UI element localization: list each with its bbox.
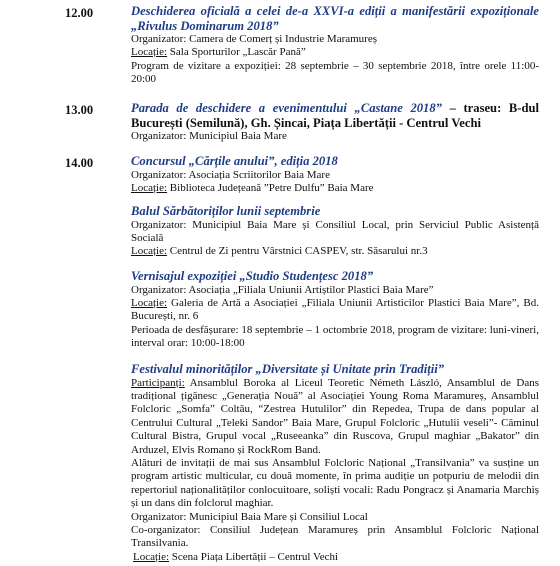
event-participants: Participanți: Ansamblul Boroka al Liceul Teoretic Németh László, Ansamblul de Dans tradițional țigănesc „Generația Nouă” al Asociației Young Roma Maramureș, Ansamblul Folcloric „Somfa” Coltău, “Zestrea Hutulilor” din Repedea, Trupa de dans popular al Centrului Cultural „Teleki Sandor” Baia Mare, Grupul Folcloric „Hutulii veseli”- Căminul Cultural Bistra, Grupul vocal „Ruseeanka” din Ruscova, Grupul maghiar „Bakator” din Arduzel, Elvis Romano și RockRom Band. — [131, 376, 539, 456]
event-organizer: Organizator: Municipiul Baia Mare și Consiliul Local, prin Serviciul Public Asistență Socială — [131, 218, 539, 244]
event-title: Concursul „Cărțile anului”, ediția 2018 — [131, 154, 338, 168]
event-title: Balul Sărbătoriților lunii septembrie — [131, 204, 321, 218]
event-content — [131, 204, 539, 259]
event-location: Locație: Scena Piața Libertății – Centrul Vechi — [133, 550, 339, 563]
event-time: 13.00 — [65, 103, 94, 117]
event-location: Locație: Sala Sporturilor „Lascăr Pană” — [131, 46, 306, 59]
event-title: Festivalul minorităților „Diversitate și Unitate prin Tradiții” — [131, 362, 445, 376]
event-content — [131, 4, 539, 87]
event-organizer: Organizator: Asociația Scriitorilor Baia Mare — [131, 168, 330, 181]
event-content — [131, 154, 539, 195]
event-period: Perioada de desfășurare: 18 septembrie – 1 octombrie 2018, program de vizitare: luni-vineri, interval orar: 10:00-18:00 — [131, 323, 539, 350]
event-title: Parada de deschidere a evenimentului „Castane 2018” – traseu: B-dul București (Semilună), Gh. Șincai, Piața Libertății - Centrul Vechi — [131, 101, 539, 130]
event-organizer: Organizator: Asociația „Filiala Uniunii Artiștilor Plastici Baia Mare” — [131, 283, 434, 296]
event-description: Alături de invitații de mai sus Ansamblul Folcloric Național „Transilvania” va susține un program artistic multicular, cu două momente, în prima audiție un potpuriu de melodii din repertoriul naționalităților conlocuitoare, soliști vocali: Radu Pongracz și Anamaria Marchiș și un dans din folclorul maghiar. — [131, 456, 539, 510]
event-coorganizer: Co-organizator: Consiliul Județean Maramureș prin Ansamblul Folcloric Național Transilvania. — [131, 523, 539, 550]
event-content — [131, 362, 539, 564]
event-location: Locație: Biblioteca Județeană ”Petre Dulfu” Baia Mare — [131, 181, 374, 194]
event-title: Deschiderea oficială a celei de-a XXVI-a ediții a manifestării expoziționale „Rivulus Dominarum 2018” — [131, 4, 539, 33]
event-location: Locație: Galeria de Artă a Asociației „Filiala Uniunii Artisticilor Plastici Baia Mare”, Bd. București, nr. 6 — [131, 296, 539, 323]
event-title: Vernisajul expoziției „Studio Studențesc 2018” — [131, 269, 374, 283]
event-organizer: Organizator: Camera de Comerț și Industrie Maramureș — [131, 33, 377, 45]
event-location: Locație: Centrul de Zi pentru Vârstnici CASPEV, str. Săsarului nr.3 — [131, 245, 428, 258]
event-content — [131, 101, 539, 143]
event-schedule: Program de vizitare a expoziției: 28 septembrie – 30 septembrie 2018, între orele 11:00-20:00 — [131, 59, 539, 86]
event-content — [131, 269, 539, 351]
event-time: 14.00 — [65, 156, 94, 170]
event-time: 12.00 — [65, 6, 94, 20]
event-organizer: Organizator: Municipiul Baia Mare și Consiliul Local — [131, 510, 368, 523]
event-organizer: Organizator: Municipiul Baia Mare — [131, 130, 287, 142]
